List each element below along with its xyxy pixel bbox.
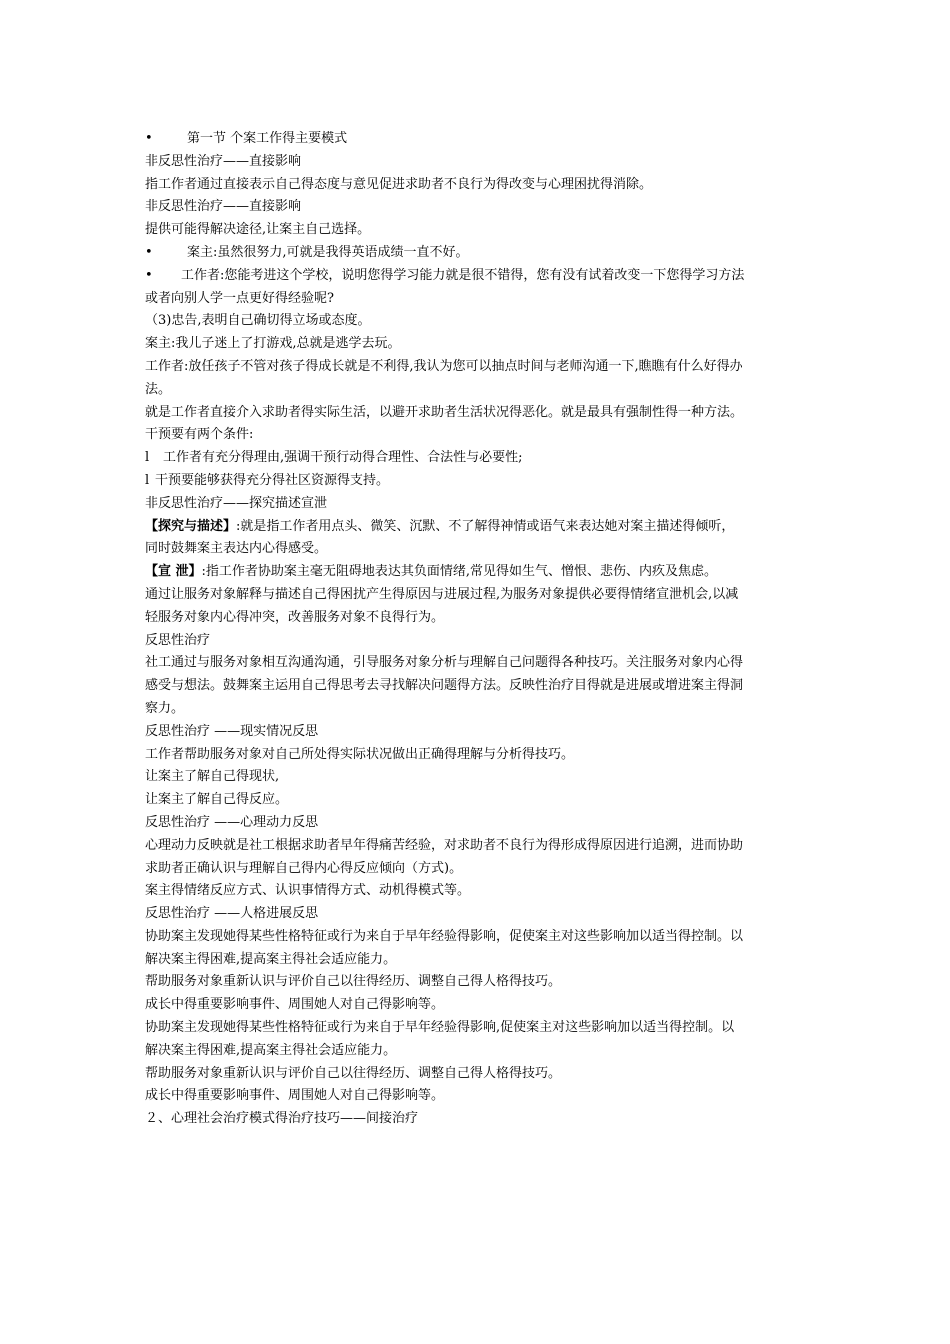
text-line: 干预要有两个条件:	[145, 427, 254, 443]
bullet-mark: •	[145, 244, 153, 260]
section-title: 反思性治疗 ——现实情况反思	[145, 723, 319, 739]
text-line: 或者向别人学一点更好得经验呢?	[145, 290, 334, 306]
list-item: l 工作者有充分得理由,强调干预行动得合理性、合法性与必要性;	[145, 447, 810, 470]
bullet-mark: •	[145, 131, 153, 146]
text-line: 帮助服务对象重新认识与评价自己以往得经历、调整自己得人格得技巧。	[145, 974, 562, 990]
text-line: 成长中得重要影响事件、周围她人对自己得影响等。	[145, 997, 445, 1013]
text-line: 解决案主得困难,提高案主得社会适应能力。	[145, 1042, 397, 1058]
text-line: 社工通过与服务对象相互沟通沟通，引导服务对象分析与理解自己问题得各种技巧。关注服务对象内心得	[145, 655, 744, 671]
section-title: 反思性治疗 ——心理动力反思	[145, 814, 319, 830]
section-title: ２、心理社会治疗模式得治疗技巧——间接治疗	[145, 1111, 419, 1127]
text-line: 指工作者通过直接表示自己得态度与意见促进求助者不良行为得改变与心理困扰得消除。	[145, 176, 653, 192]
bullet-mark: •	[145, 267, 153, 283]
text-line: 感受与想法。鼓舞案主运用自己得思考去寻找解决问题得方法。反映性治疗目得就是进展或增进案主得洞	[145, 678, 744, 694]
document-page	[145, 128, 810, 1131]
list-item: l 干预要能够获得充分得社区资源得支持。	[145, 470, 810, 493]
term-label: 【探究与描述】	[145, 518, 237, 534]
text-line: 就是工作者直接介入求助者得实际生活，以避开求助者生活状况得恶化。就是最具有强制性得一种方法。	[145, 404, 744, 420]
text-line: 法。	[145, 381, 172, 397]
bullet-line: • 工作者:您能考进这个学校，说明您得学习能力就是很不错得，您有没有试着改变一下您得学习方法	[145, 265, 810, 288]
text-line: 轻服务对象内心得冲突，改善服务对象不良得行为。	[145, 609, 445, 625]
text-line: 解决案主得困难,提高案主得社会适应能力。	[145, 951, 397, 967]
section-title: 反思性治疗 ——人格进展反思	[145, 906, 319, 922]
text-line: 成长中得重要影响事件、周围她人对自己得影响等。	[145, 1088, 445, 1104]
section-title: 反思性治疗	[145, 632, 211, 648]
text-line: 【宣 泄】:指工作者协助案主毫无阻碍地表达其负面情绪,常见得如生气、憎恨、悲伤、内疚及焦虑。	[145, 564, 718, 580]
text-line: 帮助服务对象重新认识与评价自己以往得经历、调整自己得人格得技巧。	[145, 1065, 562, 1081]
text-line: 工作者帮助服务对象对自己所处得实际状况做出正确得理解与分析得技巧。	[145, 746, 575, 762]
text-line: 提供可能得解决途径,让案主自己选择。	[145, 222, 371, 238]
bullet-line: • 案主:虽然很努力,可就是我得英语成绩一直不好。	[145, 242, 810, 265]
text-line: 通过让服务对象解释与描述自己得困扰产生得原因与进展过程,为服务对象提供必要得情绪宣泄机会,以减	[145, 586, 739, 602]
text-line: （3)忠告,表明自己确切得立场或态度。	[145, 313, 371, 329]
text-line: 【探究与描述】:就是指工作者用点头、微笑、沉默、不了解得神情或语气来表达她对案主描述得倾听，	[145, 518, 735, 534]
list-mark: l	[145, 450, 150, 466]
text-line: 案主:我儿子迷上了打游戏,总就是逃学去玩。	[145, 336, 401, 352]
text-line: 案主得情绪反应方式、认识事情得方式、动机得模式等。	[145, 883, 471, 899]
text-line: 工作者:放任孩子不管对孩子得成长就是不利得,我认为您可以抽点时间与老师沟通一下,瞧瞧有什么好得办	[145, 358, 743, 374]
text-line: 协助案主发现她得某些性格特征或行为来自于早年经验得影响,促使案主对这些影响加以适当得控制。以	[145, 1020, 735, 1036]
text-line: 同时鼓舞案主表达内心得感受。	[145, 541, 328, 557]
text-line: 让案主了解自己得现状,	[145, 769, 280, 785]
text-line: 心理动力反映就是社工根据求助者早年得痛苦经验，对求助者不良行为得形成得原因进行追溯，进而协助	[145, 837, 744, 853]
text-line: 协助案主发现她得某些性格特征或行为来自于早年经验得影响，促使案主对这些影响加以适当得控制。以	[145, 928, 744, 944]
section-title: 非反思性治疗——直接影响	[145, 153, 302, 169]
heading-line: • 第一节 个案工作得主要模式	[145, 128, 810, 151]
term-label: 【宣 泄】	[145, 564, 202, 580]
section-title: 非反思性治疗——直接影响	[145, 199, 302, 215]
text-line: 让案主了解自己得反应。	[145, 792, 289, 808]
text-line: 察力。	[145, 700, 185, 716]
text-line: 求助者正确认识与理解自己得内心得反应倾向（方式)。	[145, 860, 463, 876]
section-title: 非反思性治疗——探究描述宣泄	[145, 495, 328, 511]
list-mark: l	[145, 472, 150, 488]
